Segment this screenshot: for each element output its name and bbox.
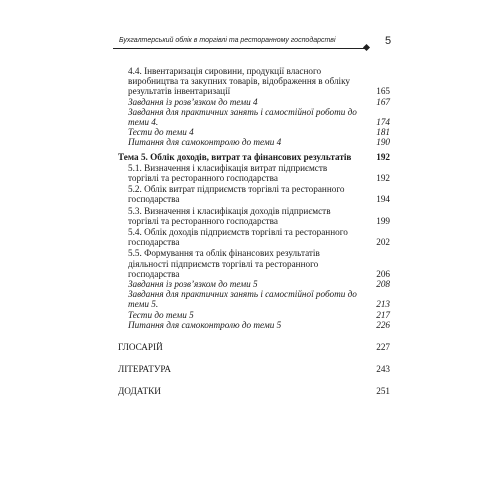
toc-entry[interactable]: [118, 184, 390, 204]
toc-entry-page: 167: [376, 96, 390, 107]
toc-entry-page: 190: [376, 137, 390, 148]
toc-entry[interactable]: [118, 107, 390, 127]
toc-entry-text: 5.2. Облік витрат підприємств торгівлі та ресторанного господарства: [128, 184, 345, 205]
toc-entry-page: 213: [376, 299, 390, 310]
toc-section-page: 251: [376, 386, 390, 397]
toc-section-text: ГЛОСАРІЙ: [118, 342, 163, 353]
toc-entry-page: 199: [376, 215, 390, 226]
toc-entry-text: 5.4. Облік доходів підприємств торгівлі та ресторанного господарства: [128, 227, 348, 248]
toc-entry-text: Завдання для практичних занять і самостійної роботи до теми 5.: [128, 289, 357, 310]
toc-entry[interactable]: [118, 310, 390, 320]
toc-section-text: ЛІТЕРАТУРА: [118, 364, 171, 375]
toc-section-page: 227: [376, 342, 390, 353]
toc-entry-page: 202: [376, 237, 390, 248]
toc-entry-text: Питання для самоконтролю до теми 4: [128, 137, 282, 148]
toc-entry[interactable]: [118, 66, 390, 97]
running-header: [113, 30, 398, 54]
toc-entry-page: 206: [376, 268, 390, 279]
toc-section-glossary[interactable]: [118, 342, 390, 352]
toc-entry-page: 226: [376, 319, 390, 330]
diamond-icon: [363, 44, 370, 51]
toc-section-appendices[interactable]: [118, 386, 390, 396]
toc-entry-page: 208: [376, 279, 390, 290]
toc-entry-page: 217: [376, 309, 390, 320]
page-number: 5: [385, 35, 392, 47]
toc-entry-page: 192: [376, 173, 390, 184]
toc-entry-page: 165: [376, 86, 390, 97]
header-rule: [113, 48, 367, 49]
toc-entry-text: 5.1. Визначення і класифікація витрат підприємств торгівлі та ресторанного господарства: [128, 162, 328, 184]
toc-entry[interactable]: [118, 289, 390, 309]
toc-chapter[interactable]: [118, 152, 390, 162]
toc-entry[interactable]: [118, 279, 390, 289]
toc-entry-text: 5.3. Визначення і класифікація доходів підприємств торгівлі та ресторанного господарства: [128, 205, 331, 226]
toc-entry[interactable]: [118, 127, 390, 137]
toc-entry[interactable]: [118, 227, 390, 247]
toc-chapter-page: 192: [376, 151, 390, 162]
toc-section-literature[interactable]: [118, 364, 390, 374]
toc-chapter-text: Тема 5. Облік доходів, витрат та фінансових результатів: [118, 151, 352, 162]
toc-entry-text: Питання для самоконтролю до теми 5: [128, 319, 282, 330]
toc-entry-text: Завдання із розв’язком до теми 4: [128, 96, 258, 107]
toc-entry-page: 174: [376, 117, 390, 128]
toc-section-page: 243: [376, 364, 390, 375]
toc-entry-text: Тести до теми 5: [128, 309, 194, 320]
toc-entry-text: Завдання для практичних занять і самостійної роботи до теми 4.: [128, 106, 357, 128]
toc-entry-text: Завдання із розв’язком до теми 5: [128, 279, 258, 290]
running-header-title: Бухгалтерський облік в торгівлі та ресторанному господарстві: [119, 37, 336, 44]
toc-entry-page: 194: [376, 194, 390, 205]
toc-entry-text: 5.5. Формування та облік фінансових результатів діяльності підприємств торгівлі та ресторанного господарства: [128, 248, 320, 279]
toc-section-text: ДОДАТКИ: [118, 386, 161, 397]
toc-entry[interactable]: [118, 163, 390, 183]
toc-entry-text: 4.4. Інвентаризація сировини, продукції власного виробництва та закупних товарів, відображення в обліку результатів інвентаризації: [128, 66, 351, 97]
toc-entry[interactable]: [118, 248, 390, 279]
toc-entry[interactable]: [118, 137, 390, 147]
toc-entry[interactable]: [118, 320, 390, 330]
table-of-contents: [118, 66, 390, 397]
toc-entry-page: 181: [376, 127, 390, 138]
toc-entry[interactable]: [118, 97, 390, 107]
toc-entry[interactable]: [118, 206, 390, 226]
toc-entry-text: Тести до теми 4: [128, 127, 194, 138]
